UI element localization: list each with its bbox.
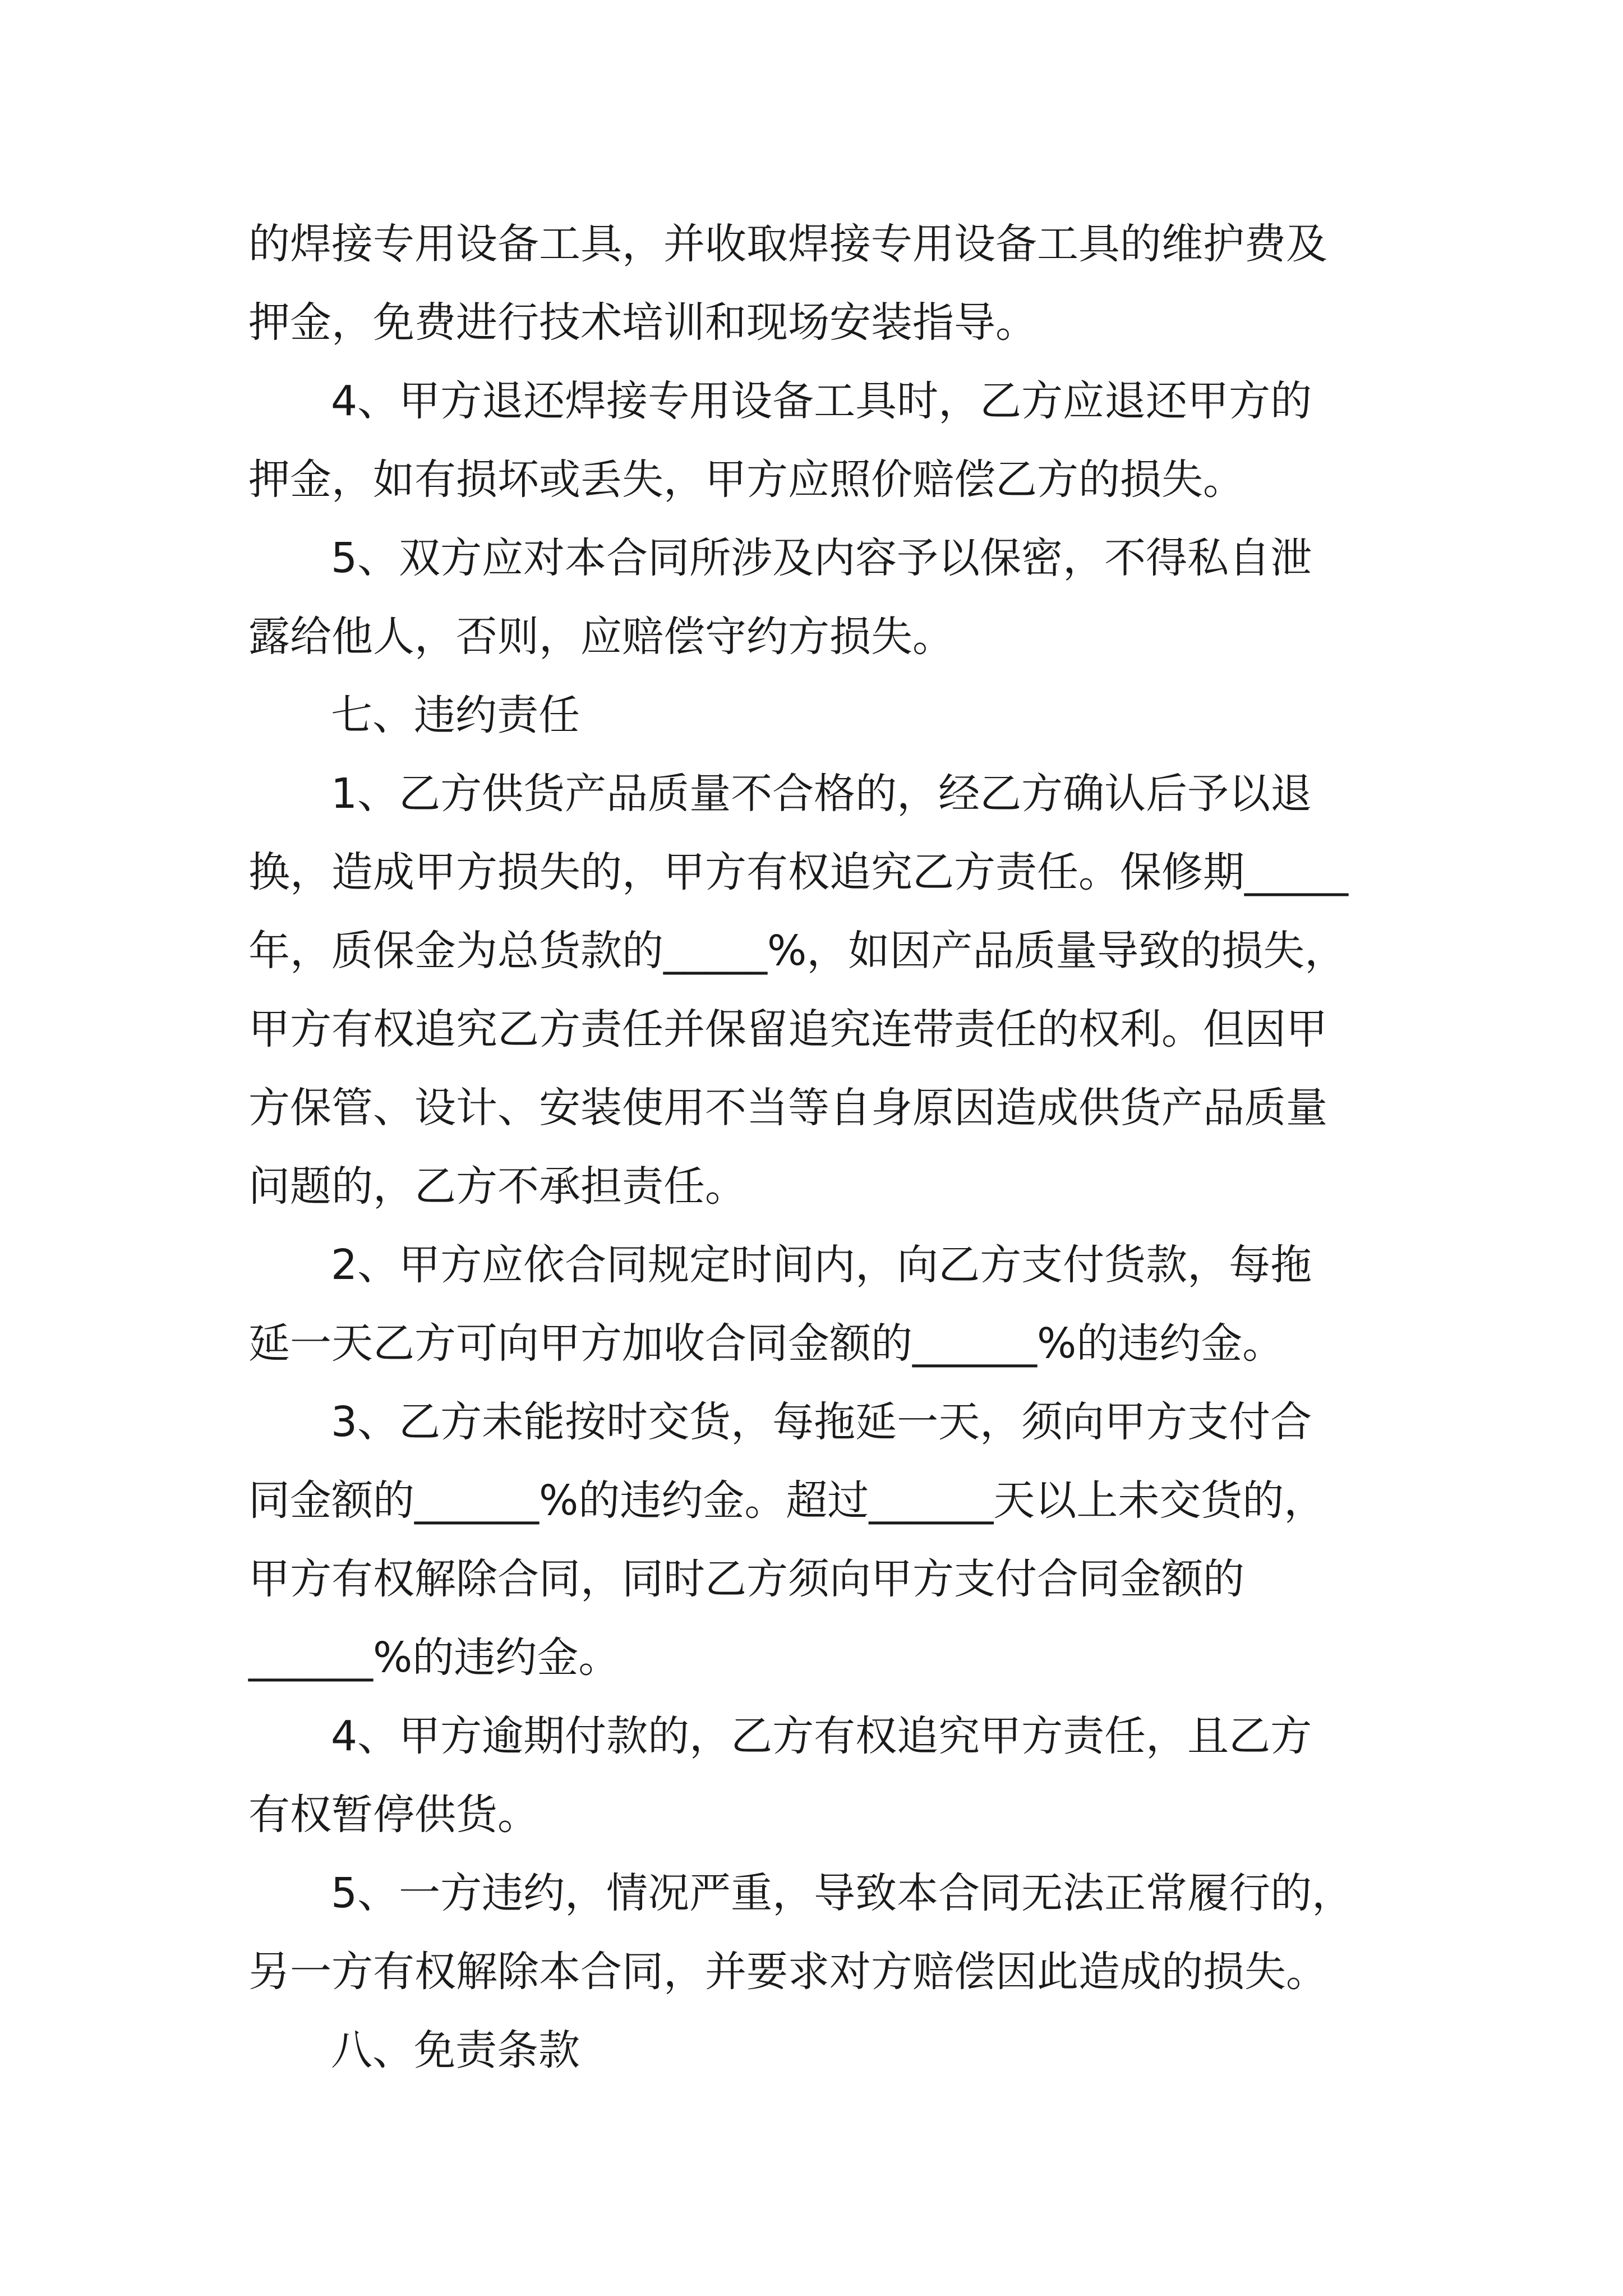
section-heading [0,676,1623,754]
line-text: 延一天乙方可向甲方加收合同金额的______%的违约金。 [248,1319,1284,1368]
line-text: 另一方有权解除本合同，并要求对方赔偿因此造成的损失。 [248,1948,1327,1996]
text-line [0,1383,1623,1461]
text-line [0,1069,1623,1147]
section-heading [0,2011,1623,2090]
text-line [0,1775,1623,1854]
text-line [0,519,1623,597]
text-line [0,912,1623,990]
line-text: 5、一方违约，情况严重，导致本合同无法正常履行的， [331,1869,1354,1917]
line-text: 押金，如有损坏或丢失，甲方应照价赔偿乙方的损失。 [248,455,1244,504]
line-text: 1、乙方供货产品质量不合格的，经乙方确认后予以退 [331,770,1312,818]
line-text: 年，质保金为总货款的_____%，如因产品质量导致的损失， [248,927,1347,975]
text-line [0,1618,1623,1697]
text-line [0,1147,1623,1226]
text-line [0,440,1623,519]
line-text: 甲方有权解除合同，同时乙方须向甲方支付合同金额的 [248,1555,1244,1603]
text-line [0,362,1623,440]
line-text: 5、双方应对本合同所涉及内容予以保密，不得私自泄 [331,534,1312,582]
text-line [0,1697,1623,1775]
line-text: 同金额的______%的违约金。超过______天以上未交货的， [248,1476,1326,1525]
line-text: 方保管、设计、安装使用不当等自身原因造成供货产品质量 [248,1084,1327,1132]
line-text: 七、违约责任 [331,691,580,739]
line-text: 4、甲方逾期付款的，乙方有权追究甲方责任，且乙方 [331,1712,1312,1760]
line-text: 押金，免费进行技术培训和现场安装指导。 [248,298,1037,347]
text-line [0,205,1623,283]
line-text: 露给他人，否则，应赔偿守约方损失。 [248,613,954,661]
line-text: ______%的违约金。 [248,1634,620,1682]
line-text: 的焊接专用设备工具，并收取焊接专用设备工具的维护费及 [248,220,1327,268]
line-text: 有权暂停供货。 [248,1791,539,1839]
text-line [0,1461,1623,1540]
line-text: 甲方有权追究乙方责任并保留追究连带责任的权利。但因甲 [248,1005,1327,1053]
line-text: 2、甲方应依合同规定时间内，向乙方支付货款，每拖 [331,1241,1312,1289]
text-line [0,1226,1623,1304]
line-text: 问题的，乙方不承担责任。 [248,1162,746,1211]
text-line [0,754,1623,833]
text-line [0,283,1623,362]
text-line [0,1540,1623,1618]
text-line [0,833,1623,912]
line-text: 换，造成甲方损失的，甲方有权追究乙方责任。保修期_____ [248,848,1348,896]
line-text: 八、免责条款 [331,2026,580,2074]
text-line [0,597,1623,676]
text-line [0,1304,1623,1383]
text-line [0,1854,1623,1932]
text-line [0,990,1623,1069]
text-line [0,1932,1623,2011]
line-text: 3、乙方未能按时交货，每拖延一天，须向甲方支付合 [331,1398,1312,1446]
line-text: 4、甲方退还焊接专用设备工具时，乙方应退还甲方的 [331,377,1312,425]
